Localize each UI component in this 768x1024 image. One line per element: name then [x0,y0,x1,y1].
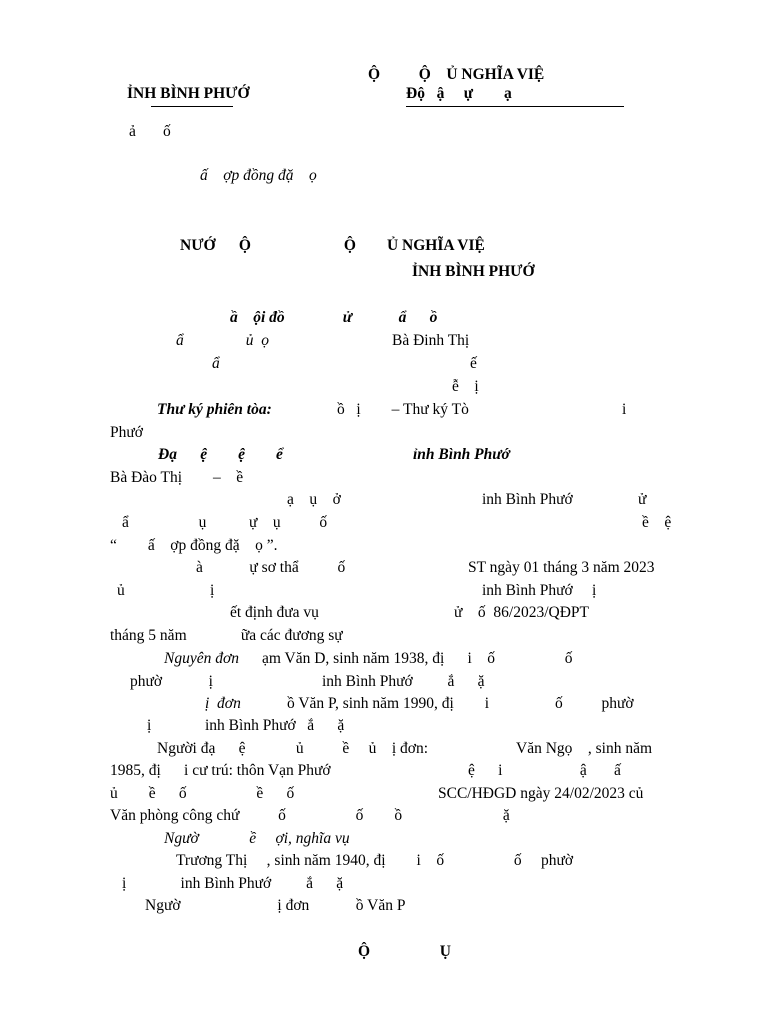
judges-name-2: ễ ị [452,378,479,395]
procurator-label: Đạ ệ ệ ể [158,446,283,463]
para7: tháng 5 năm ữa các đương sự [110,627,343,644]
para6-b: ử ố 86/2023/QĐPT [454,604,589,621]
header-motto-underline [406,106,624,107]
province-title: ỈNH BÌNH PHƯỚ [412,263,535,280]
judges-name-1: ế [470,355,477,372]
representative-text: Văn Ngọ , sinh năm [516,740,653,757]
para4-b: ST ngày 01 tháng 3 năm 2023 [468,559,655,576]
presiding-judge-name: Bà Đinh Thị [392,332,470,349]
defendant-cont-a: ị [147,717,152,734]
representative-cont3: Văn phòng công chứ ố ố ồ ặ [110,807,510,824]
para6-a: ết định đưa vụ [230,604,319,621]
related-party-rep: Ngườ ị đơn ồ Văn P [145,897,406,914]
panel-heading: ầ ội đồ ử ẩ ồ [230,309,438,326]
plaintiff-label: Nguyên đơn [164,650,239,667]
plaintiff-text: ạm Văn D, sinh năm 1938, đị i ố ố [262,650,573,667]
judges-label: ẩ [212,355,220,372]
clerk-text-cont: Phướ [110,424,143,441]
clerk-label: Thư ký phiên tòa: [157,401,272,418]
case-number: ả ố [129,123,171,140]
para5-a: ủ ị [117,582,215,599]
representative-cont1-a: 1985, đị i cư trú: thôn Vạn Phướ [110,762,331,779]
representative-cont2-a: ủ ề ố ề ố [110,785,295,802]
para4-a: à ự sơ thẩ ố [196,559,346,576]
plaintiff-cont-a: phườ ị [130,673,213,690]
para1-b: inh Bình Phướ [482,491,573,508]
related-party-text: Trương Thị , sinh năm 1940, đị i ố ố phườ [176,852,574,869]
related-party-cont: ị inh Bình Phướ ắ ặ [122,875,344,892]
defendant-cont-b: inh Bình Phướ ắ ặ [205,717,345,734]
nation-title: NƯỚ Ộ Ộ Ủ NGHĨA VIỆ [180,237,485,254]
para1-c: ử [638,491,647,508]
clerk-text-end: i [622,401,627,418]
section-heading: Ộ Ụ [358,943,451,960]
para1-a: ạ ụ ở [287,491,341,508]
para2-b: ề ệ [642,514,672,531]
presiding-judge-label: ẩ ủ ọ [176,332,269,349]
representative-cont1-b: ệ i ậ ấ [468,762,621,779]
case-subject: ấ ợp đồng đặ ọ [200,167,317,184]
defendant-label: ị đơn [205,695,241,712]
header-province: ỈNH BÌNH PHƯỚ [127,85,250,102]
para2-a: ẩ ụ ự ụ ố [122,514,328,531]
para3: “ ấ ợp đồng đặ ọ ”. [110,537,278,554]
header-country: Ộ Ộ Ủ NGHĨA VIỆ [368,66,545,83]
header-motto: Độ ậ ự ạ [406,85,512,102]
clerk-text: ồ ị – Thư ký Tò [337,401,469,418]
procurator-name: Bà Đào Thị – ề [110,469,244,486]
header-province-underline [151,106,233,107]
plaintiff-cont-b: inh Bình Phướ ắ ặ [322,673,485,690]
procurator-province: ỉnh Bình Phướ [413,446,510,463]
related-party-label: Ngườ ề ợi, nghĩa vụ [164,830,350,847]
representative-label: Người đạ ệ ủ ề ủ ị đơn: [157,740,429,757]
para5-b: inh Bình Phướ ị [482,582,597,599]
defendant-text: ồ Văn P, sinh năm 1990, đị i ố phườ [287,695,634,712]
representative-cont2-b: SCC/HĐGD ngày 24/02/2023 củ [438,785,644,802]
